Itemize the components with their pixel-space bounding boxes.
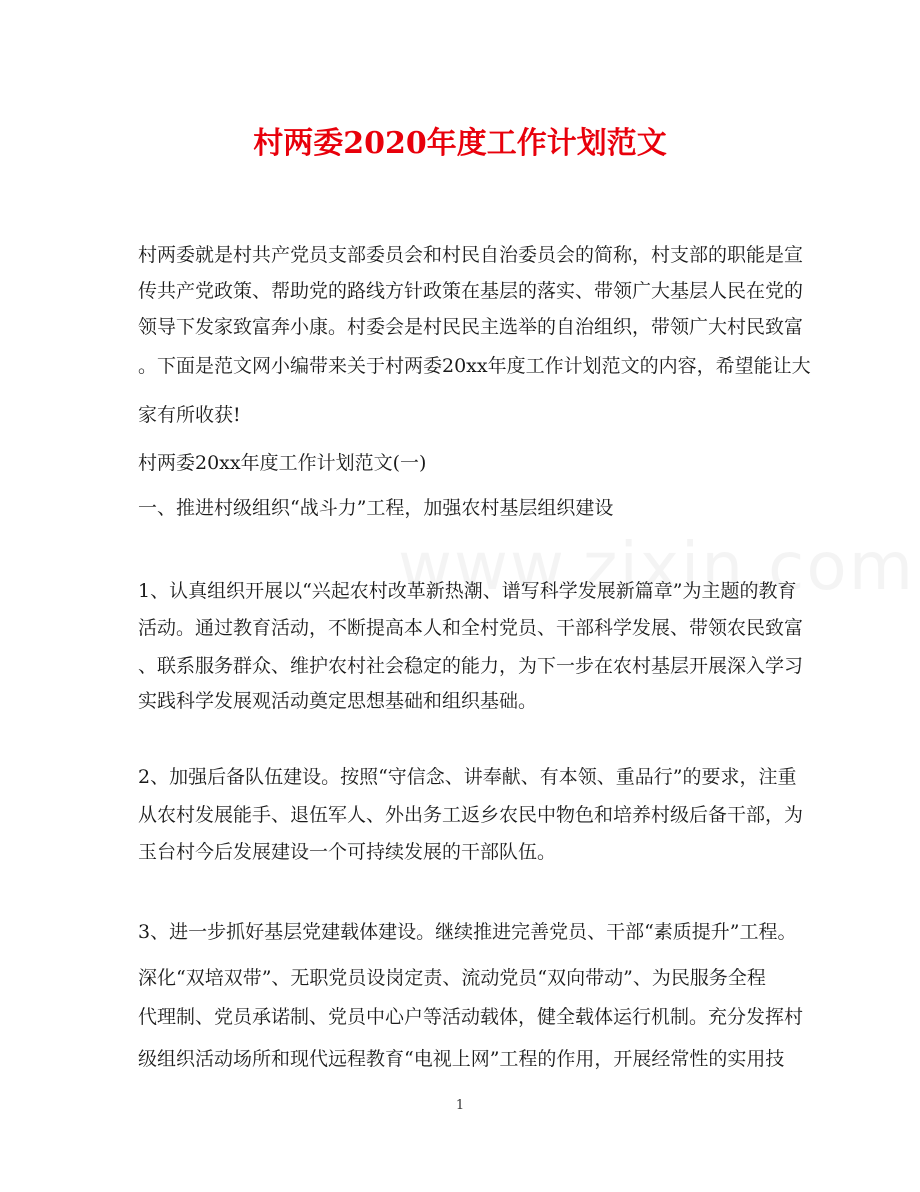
- body-line: 活动。通过教育活动，不断提高本人和全村党员、干部科学发展、带领农民致富: [138, 617, 804, 639]
- section-heading: 一、推进村级组织“战斗力”工程，加强农村基层组织建设: [138, 497, 614, 519]
- body-line: 、联系服务群众、维护农村社会稳定的能力，为下一步在农村基层开展深入学习: [138, 655, 804, 677]
- body-line: 玉台村今后发展建设一个可持续发展的干部队伍。: [138, 841, 557, 863]
- body-line: 级组织活动场所和现代远程教育“电视上网”工程的作用，开展经常性的实用技: [138, 1048, 785, 1070]
- body-line: 传共产党政策、帮助党的路线方针政策在基层的落实、带领广大基层人民在党的: [138, 280, 804, 302]
- body-line: 实践科学发展观活动奠定思想基础和组织基础。: [138, 690, 538, 712]
- body-line: 代理制、党员承诺制、党员中心户等活动载体，健全载体运行机制。充分发挥村: [138, 1006, 804, 1028]
- document-title: 村两委2020年度工作计划范文: [253, 126, 667, 161]
- body-line: 。下面是范文网小编带来关于村两委20xx年度工作计划范文的内容，希望能让大: [138, 355, 811, 377]
- page-number: 1: [455, 1098, 465, 1113]
- body-line: 1、认真组织开展以“兴起农村改革新热潮、谱写科学发展新篇章”为主题的教育: [138, 580, 797, 602]
- body-line: 从农村发展能手、退伍军人、外出务工返乡农民中物色和培养村级后备干部，为: [138, 804, 804, 826]
- body-line: 家有所收获!: [138, 404, 241, 426]
- body-line: 村两委就是村共产党员支部委员会和村民自治委员会的简称，村支部的职能是宣: [138, 244, 804, 266]
- body-line: 2、加强后备队伍建设。按照“守信念、讲奉献、有本领、重品行”的要求，注重: [138, 766, 797, 788]
- body-line: 领导下发家致富奔小康。村委会是村民民主选举的自治组织，带领广大村民致富: [138, 316, 804, 338]
- body-line: 深化“双培双带”、无职党员设岗定责、流动党员“双向带动”、为民服务全程: [138, 967, 766, 989]
- body-line: 3、进一步抓好基层党建载体建设。继续推进完善党员、干部“素质提升”工程。: [138, 921, 797, 943]
- section-heading: 村两委20xx年度工作计划范文(一): [138, 452, 427, 474]
